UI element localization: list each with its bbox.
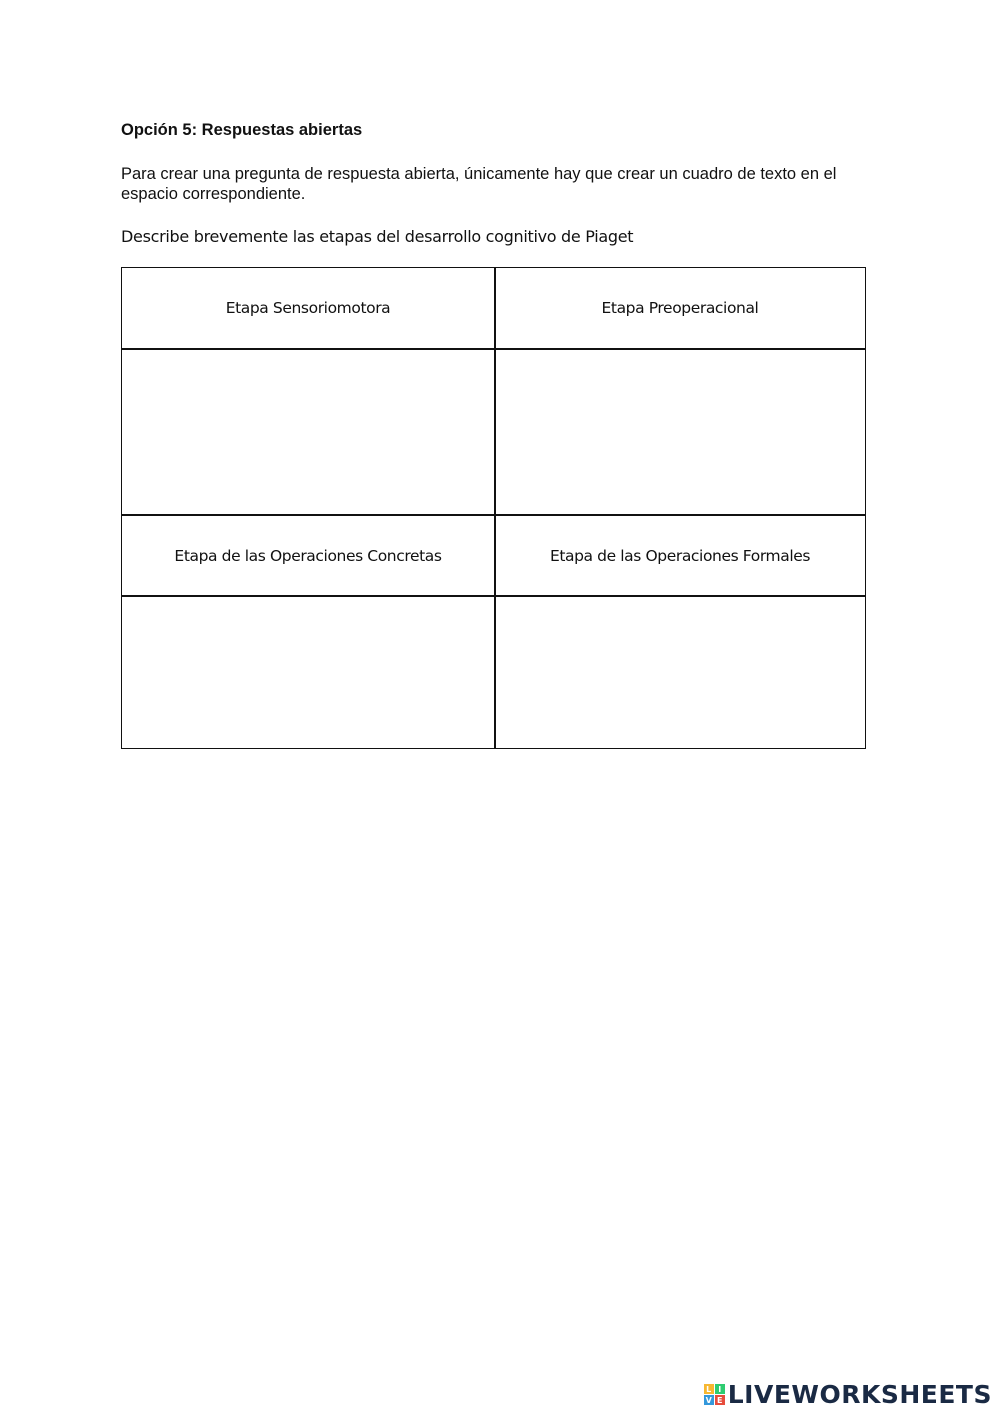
answer-box-sensoriomotora[interactable]: [122, 350, 494, 514]
section-heading: Opción 5: Respuestas abiertas: [121, 121, 363, 139]
answer-box-preoperacional[interactable]: [495, 350, 865, 514]
stages-table: [121, 267, 866, 749]
intro-paragraph: Para crear una pregunta de respuesta abierta, únicamente hay que crear un cuadro de texto en el espacio correspondiente.: [121, 165, 837, 203]
logo-tile-e: E: [715, 1395, 725, 1405]
header-sensoriomotora: Etapa Sensoriomotora: [225, 299, 391, 317]
logo-tile-i: I: [715, 1384, 725, 1394]
header-operaciones-concretas: Etapa de las Operaciones Concretas: [174, 546, 442, 565]
liveworksheets-logo-icon: [704, 1384, 725, 1405]
liveworksheets-brand: [704, 1380, 992, 1409]
header-operaciones-formales: Etapa de las Operaciones Formales: [549, 546, 811, 565]
table-divider-row-3: [122, 595, 865, 597]
logo-tile-l: L: [704, 1384, 714, 1394]
table-divider-row-2: [122, 514, 865, 516]
table-divider-row-1: [122, 348, 865, 350]
logo-tile-v: V: [705, 1395, 712, 1405]
answer-box-operaciones-formales[interactable]: [495, 597, 865, 748]
header-preoperacional: Etapa Preoperacional: [601, 299, 759, 317]
table-divider-vertical: [494, 268, 496, 748]
question-prompt: Describe brevemente las etapas del desarrollo cognitivo de Piaget: [121, 227, 634, 246]
brand-name: LIVEWORKSHEETS: [727, 1380, 992, 1409]
answer-box-operaciones-concretas[interactable]: [122, 597, 494, 748]
